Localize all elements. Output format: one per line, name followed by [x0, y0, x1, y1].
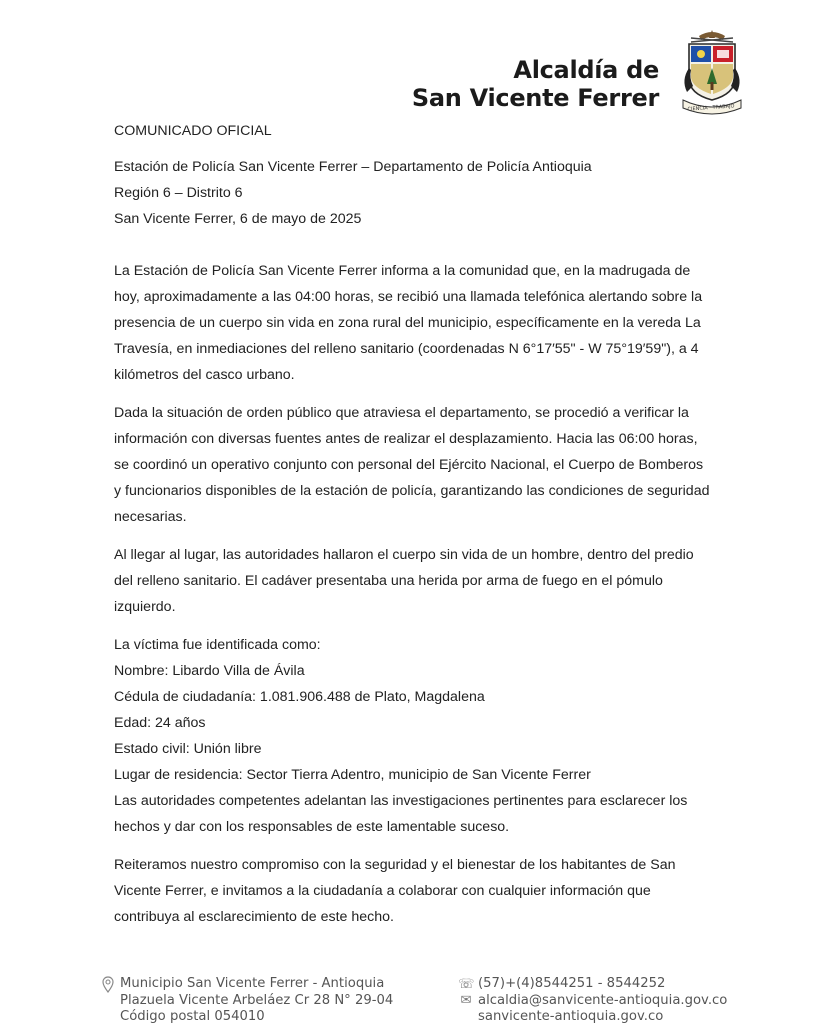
official-statement — [114, 118, 714, 930]
email-address[interactable]: alcaldia@sanvicente-antioquia.gov.co — [478, 992, 728, 1008]
footer — [0, 974, 821, 1024]
email-icon: ✉ — [460, 993, 472, 1009]
website-link[interactable]: sanvicente-antioquia.gov.co — [478, 1009, 664, 1024]
footer-address — [100, 976, 393, 1024]
title-line-1: Alcaldía de — [513, 56, 659, 84]
address-line-2: Plazuela Vicente Arbeláez Cr 28 N° 29-04 — [120, 992, 394, 1008]
paragraph-report: La Estación de Policía San Vicente Ferrer informa a la comunidad que, en la madrugada de hoy, aproximadamente a las 04:00 horas, se recibió una llamada telefónica alertando sobre la presencia de un cuerpo sin vida en zona rural del municipio, específicamente en la vereda La Travesía, en inmediaciones del relleno sanitario (coordenadas N 6°17′55" - W 75°19′59"), a 4 kilómetros del casco urbano. — [114, 263, 703, 383]
footer-contact — [458, 976, 727, 1024]
paragraph-operation: Dada la situación de orden público que atraviesa el departamento, se procedió a verificar la información con diversas fuentes antes de realizar el desplazamiento. Hacia las 06:00 horas, se coordinó un operativo conjunto con personal del Ejército Nacional, el Cuerpo de Bomberos y funcionarios disponibles de la estación de policía, garantizando las condiciones de seguridad necesarias. — [114, 405, 710, 525]
victim-marital-status: Estado civil: Unión libre — [114, 741, 262, 757]
phone-numbers[interactable]: (57)+(4)8544251 - 8544252 — [478, 976, 666, 991]
issuer: Estación de Policía San Vicente Ferrer – Departamento de Policía Antioquia — [114, 159, 592, 175]
paragraph-closing: Reiteramos nuestro compromiso con la seguridad y el bienestar de los habitantes de San Vicente Ferrer, e invitamos a la ciudadanía a colaborar con cualquier información que contribuya al esclarecimiento de este hecho. — [114, 857, 676, 925]
paragraph-investigation: Las autoridades competentes adelantan las investigaciones pertinentes para esclarecer los hechos y dar con los responsables de este lamentable suceso. — [114, 793, 688, 835]
victim-name: Nombre: Libardo Villa de Ávila — [114, 663, 305, 679]
victim-intro: La víctima fue identificada como: — [114, 637, 321, 653]
paragraph-findings: Al llegar al lugar, las autoridades hallaron el cuerpo sin vida de un hombre, dentro del predio del relleno sanitario. El cadáver presentaba una herida por arma de fuego en el pómulo izquierdo. — [114, 547, 694, 615]
address-line-3: Código postal 054010 — [120, 1009, 265, 1024]
victim-residence: Lugar de residencia: Sector Tierra Adentro, municipio de San Vicente Ferrer — [114, 767, 591, 783]
place-date: San Vicente Ferrer, 6 de mayo de 2025 — [114, 211, 362, 227]
victim-id: Cédula de ciudadanía: 1.081.906.488 de Plato, Magdalena — [114, 689, 485, 705]
title-line-2: San Vicente Ferrer — [411, 84, 659, 112]
victim-age: Edad: 24 años — [114, 715, 206, 731]
crest-motto: CIENCIA · TRABAJO — [687, 103, 735, 113]
municipality-title — [412, 56, 659, 112]
address-line-1: Municipio San Vicente Ferrer - Antioquia — [120, 976, 385, 991]
statement-heading: COMUNICADO OFICIAL — [114, 123, 272, 139]
letterhead — [412, 28, 745, 116]
telephone-icon: ☏ — [458, 976, 475, 992]
region-district: Región 6 – Distrito 6 — [114, 185, 243, 201]
location-pin-icon — [100, 976, 116, 1024]
